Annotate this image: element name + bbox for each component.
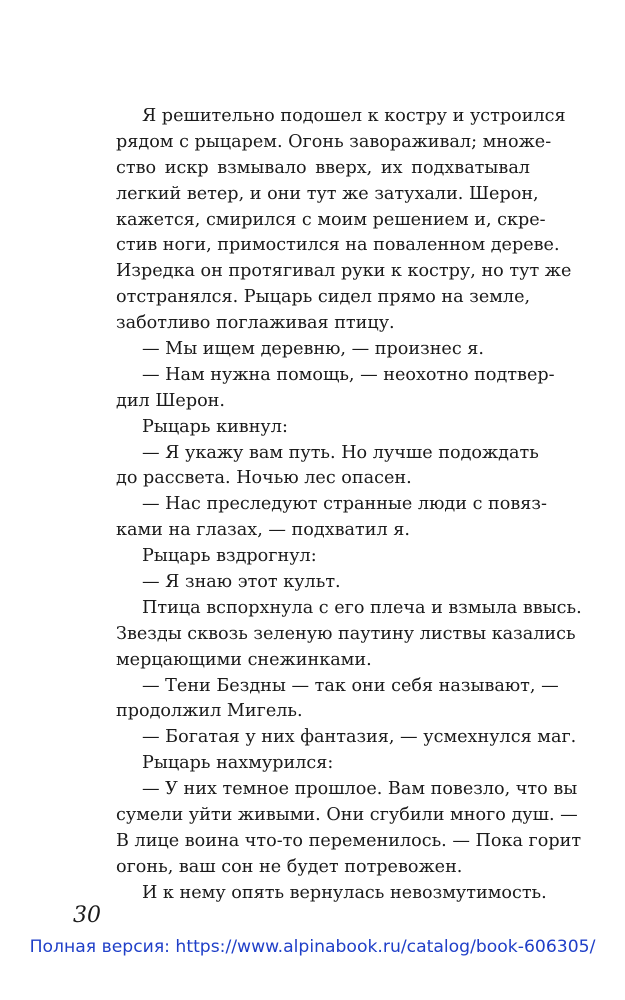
text-line: — Нам нужна помощь, — неохотно подтвер- <box>142 364 555 385</box>
text-line: Рыцарь нахмурился: <box>142 753 334 774</box>
body-text <box>116 104 582 907</box>
text-line: И к нему опять вернулась невозмутимость. <box>142 882 547 903</box>
text-line: — Мы ищем деревню, — произнес я. <box>142 339 484 360</box>
text-line: отстранялся. Рыцарь сидел прямо на земле, <box>116 287 531 308</box>
text-line: заботливо поглаживая птицу. <box>116 313 395 334</box>
text-line: — Богатая у них фантазия, — усмехнулся маг. <box>142 727 577 748</box>
text-line: дил Шерон. <box>116 390 225 411</box>
text-line: кажется, смирился с моим решением и, скре- <box>116 209 546 230</box>
text-line: — У них темное прошлое. Вам повезло, что вы <box>142 779 578 800</box>
text-line: до рассвета. Ночью лес опасен. <box>116 468 412 489</box>
text-line: стив ноги, примостился на поваленном дереве. <box>116 235 560 256</box>
text-line: ками на глазах, — подхватил я. <box>116 520 410 541</box>
text-line: — Я укажу вам путь. Но лучше подождать <box>142 442 539 463</box>
text-line: — Я знаю этот культ. <box>142 572 341 593</box>
text-line: Изредка он протягивал руки к костру, но тут же <box>116 261 572 282</box>
text-line: мерцающими снежинками. <box>116 649 372 670</box>
text-line: легкий ветер, и они тут же затухали. Шерон, <box>116 183 539 204</box>
text-line: продолжил Мигель. <box>116 701 303 722</box>
text-line: Звезды сквозь зеленую паутину листвы казались <box>116 623 576 644</box>
text-line: — Тени Бездны — так они себя называют, — <box>142 675 559 696</box>
text-line: В лице воина что-то переменилось. — Пока горит <box>116 830 582 851</box>
text-line: огонь, ваш сон не будет потревожен. <box>116 856 463 877</box>
text-line: Рыцарь вздрогнул: <box>142 546 317 567</box>
text-line: Рыцарь кивнул: <box>142 416 288 437</box>
text-line: ство искр взмывало вверх, их подхватывал <box>116 157 530 178</box>
text-line: сумели уйти живыми. Они сгубили много душ. — <box>116 805 578 826</box>
full-version-link[interactable]: Полная версия: https://www.alpinabook.ru/catalog/book-606305/ <box>29 937 596 957</box>
text-line: рядом с рыцарем. Огонь завораживал; множе- <box>116 131 552 152</box>
text-line: Я решительно подошел к костру и устроился <box>142 106 566 126</box>
page-number: 30 <box>73 903 101 928</box>
text-line: Птица вспорхнула с его плеча и взмыла ввысь. <box>142 597 582 618</box>
text-line: — Нас преследуют странные люди с повяз- <box>142 494 547 515</box>
